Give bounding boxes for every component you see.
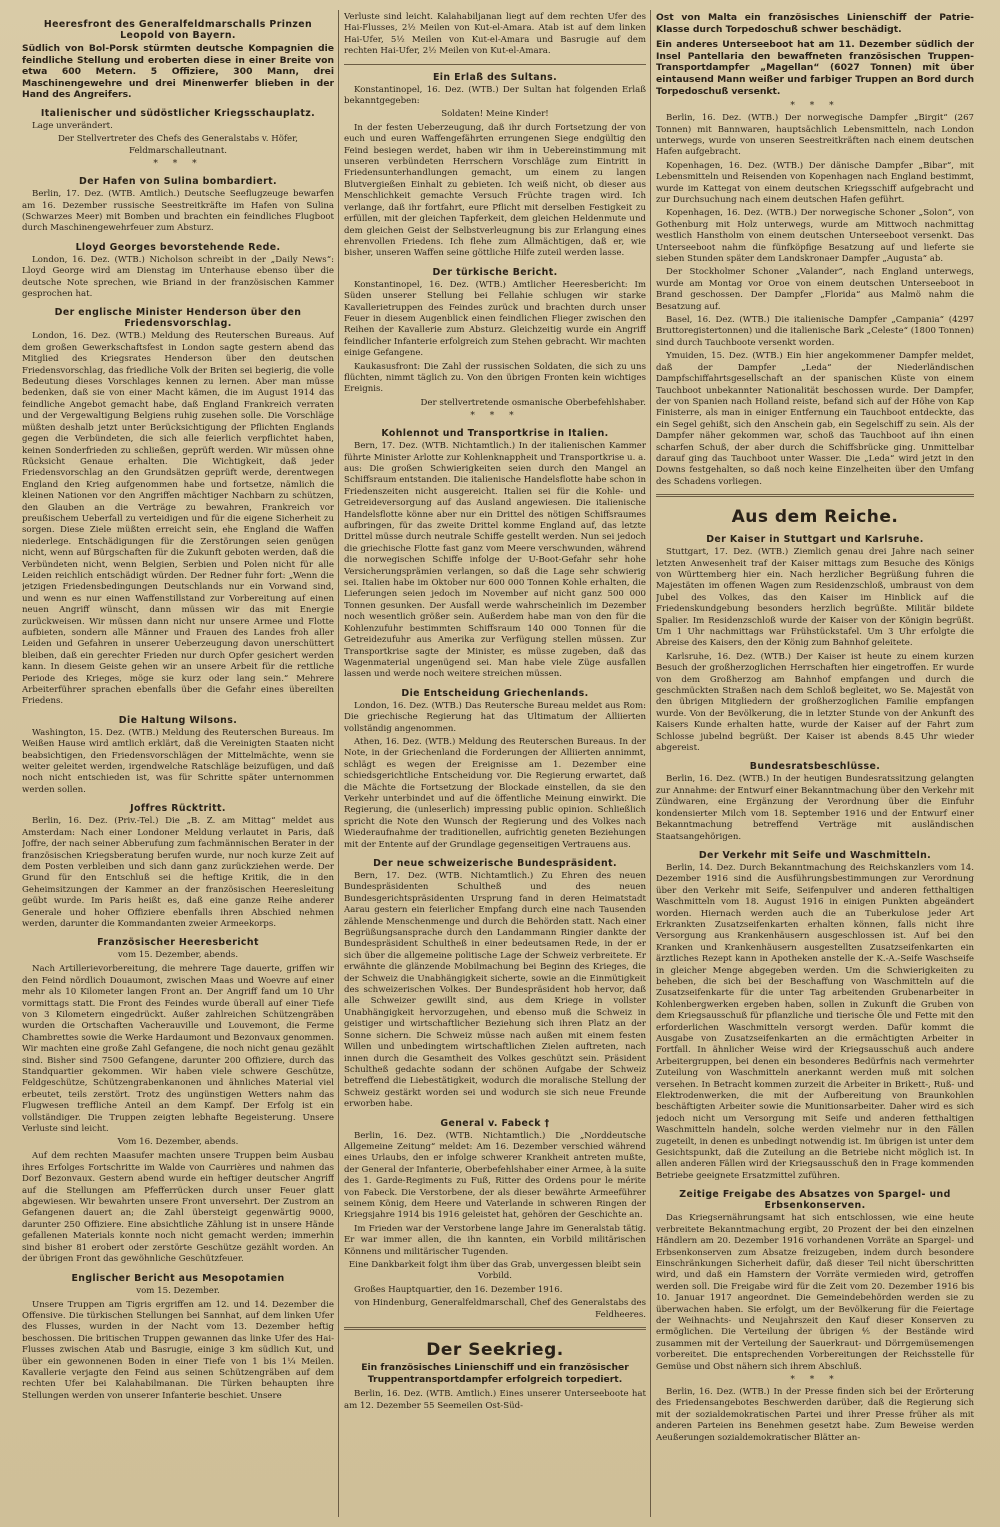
lead-heeresfront: Südlich von Bol-Porsk stürmten deutsche Kompagnien die feindliche Stellung und eroberten diese in einer Breite von etwa 600 Metern. 5 Offiziere, 300 Mann, drei Maschinengewehre und drei Minenwerfer blieben in der Hand des Angreifers. [22,43,334,101]
divider [656,494,974,497]
column-rule [338,10,339,1517]
separator: * * * [790,101,840,112]
heading-tuerk: Der türkische Bericht. [432,266,558,278]
paragraph: Bern, 17. Dez. (WTB. Nichtamtlich.) In der italienischen Kammer führte Minister Arlotte zur Kohlenknappheit und Transportkrise u. a. aus: Die großen Schwierigkeiten seien durch den Mangel an Schiffsraum entstanden. Die italienische Handelsflotte habe schon in Friedenszeiten nicht ausgereicht. Italien sei für die Kohle- und Getreideversorgung auf das Ausland angewiesen. Die italienische Handelsflotte könne aber nur ein Drittel des nötigen Schiffsraumes aufbringen, für das zweite Drittel komme England auf, das letzte Drittel müsse durch neutrale Schiffe gestellt werden. Nun sei jedoch die griechische Flotte fast ganz vom Meere verschwunden, während die norwegischen Schiffe infolge der U-Boot-Gefahr sehr hohe Versicherungsprämien verlangen, so daß die Lage sehr schwierig sei. Italien habe im Oktober nur 600 000 Tonnen Kohle erhalten, die Lieferungen seien jedoch im November auf nicht ganz 500 000 Tonnen gesunken. Der Ausfall werde wahrscheinlich im Dezember noch wesentlich größer sein. Außerdem habe man von den für die Kohlenzufuhr bestimmten Schiffsraum 140 000 Tonnen für die Getreidezufuhr aus Amerika zur Verfügung stellen müssen. Zur Transportkrise sagte der Minister, es müsse zugeben, daß das Wagenmaterial ungenügend sei. Man habe viele Züge ausfallen lassen und werde noch weitere streichen müssen. [344,441,646,680]
paragraph: Unsere Truppen am Tigris ergriffen am 12. und 14. Dezember die Offensive. Die türkischen Stellungen bei Sannhat, auf dem linken Ufer des Flusses, wurden in der Nacht vom 13. Dezember heftig beschossen. Die britischen Truppen gewannen das linke Ufer des Hai-Flusses zwischen Atab und Basrugie, einige 3 km südlich Kut, und über ein gewonnenen Boden in einer Tiefe von 1 bis 1¼ Meilen. Kavallerie verjagte den Feind aus seinen Schützengräben auf dem rechten Ufer bei Kalahabilmanan. Die Türken behaupten ihre Stellungen werden von unserer Infanterie beschiet. Unsere [22,1299,334,1401]
paragraph: Kopenhagen, 16. Dez. (WTB.) Der norwegische Schoner „Solon“, von Gothenburg mit Holz unterwegs, wurde am Mittwoch nachmittag westlich Hanstholm von einem deutschen Unterseeboot versenkt. Das Unterseeboot nahm die fünfköpfige Besatzung auf und lieferte sie sieben Stunden später dem Landskronaer Dampfer „Augusta“ ab. [656,208,974,265]
paragraph: Athen, 16. Dez. (WTB.) Meldung des Reuterschen Bureaus. In der Note, in der Griechenland die Forderungen der Alliierten annimmt, schlägt es wegen der Ereignisse am 1. Dezember eine schiedsgerichtliche Entscheidung vor. Die Regierung erwartet, daß die Mächte die Fortsetzung der Blockade einstellen, da sie den Verkehr unterbindet und auf die öffentliche Meinung einwirkt. Die Regierung, die (unleserlich) impressing public opinion. Schließlich spricht die Note den Wunsch der Regierung und des Volkes nach Wiederaufnahme der traditionellen, aufrichtig geneten Beziehungen mit der Entente auf der Grundlage gegenseitigen Vertrauens aus. [344,736,646,850]
paragraph: London, 16. Dez. (WTB.) Nicholson schreibt in der „Daily News“: Lloyd George wird am Dienstag im Unterhause ebenso über die deutsche Note sprechen, wie Briand in der französischen Kammer gesprochen hat. [22,254,334,300]
heading-kaiser: Der Kaiser in Stuttgart und Karlsruhe. [706,534,924,546]
paragraph: Der Stockholmer Schoner „Valander“, nach England unterwegs, wurde am Montag vor Oroe von einem deutschen Unterseeboot in Brand geschossen. Der Dampfer „Florida“ aus Malmö nahm die Besatzung auf. [656,267,974,312]
signature: Der stellvertretende osmanische Oberbefehlshaber. [420,397,646,408]
paragraph: Großes Hauptquartier, den 16. Dezember 1916. [354,1284,563,1295]
column-left [22,12,334,1517]
paragraph: Bern, 17. Dez. (WTB. Nichtamtlich.) Zu Ehren des neuen Bundespräsidenten Schultheß und des neuen Bundesgerichtspräsidenten Ursprung fand in deren Heimatstadt Aarau gestern ein feierlicher Empfang durch eine nach Tausenden zählende Menschenmenge und durch die Behörden statt. Nach einer Begrüßungsansprache durch den Landammann Ringier dankte der Bundespräsident Schultheß in einer bedeutsamen Rede, in der er sich über die allgemeine politische Lage der Schweiz verbreitete. Er erwähnte die glänzende Mobilmachung bei Beginn des Krieges, die der Schweiz die Unabhängigkeit sicherte, sowie an die Einmütigkeit des schweizerischen Volkes. Der Bundespräsident hob hervor, daß alle Schweizer gewillt sind, aus dem Kriege in vollster Unabhängigkeit hervorzugehen, und ebenso muß die Schweiz in geistiger und wirtschaftlicher Beziehung sich ihren Platz an der Sonne sichern. Die Schweiz müsse nach außen mit einem festen Willen und unbedingtem wirtschaftlichen Zielen auftreten, nach innen durch die Gesamtheit des Volkes geschützt sein. Präsident Schultheß gedachte sodann der schönen Aufgabe der Schweiz betreffend die Liebestätigkeit, wodurch die moralische Stellung der Schweiz gestärkt worden sei und wodurch sie sich neue Freunde erworben habe. [344,871,646,1110]
paragraph: Berlin, 16. Dez. (WTB. Nichtamtlich.) Die „Norddeutsche Allgemeine Zeitung“ meldet: Am 16. Dezember verschied während eines Urlaubs, den er infolge schwerer Krankheit antreten mußte, der General der Infanterie, Oberbefehlshaber einer Armee, à la suite des 1. Garde-Regiments zu Fuß, Ritter des Ordens pour le mérite von Fabeck. Die Verstorbene, der als dieser bewährte Armeeführer seinem König, dem Heere und Vaterlande in schweren Ringen der Kriegsjahre 1914 bis 1916 geleistet hat, gehören der Geschichte an. [344,1130,646,1221]
heading-griechenland: Die Entscheidung Griechenlands. [401,687,589,699]
heading-lloyd: Lloyd Georges bevorstehende Rede. [75,241,281,253]
paragraph: Karlsruhe, 16. Dez. (WTB.) Der Kaiser ist heute zu einem kurzen Besuch der großherzoglichen Herrschaften hier eingetroffen. Er wurde von dem Großherzog am Bahnhof empfangen und durch die geschmückten Straßen nach dem Schloß begleitet, wo Se. Majestät von den übrigen Mitgliedern der großherzoglichen Familie empfangen wurde. Von der Bevölkerung, die in letzter Stunde von der Ankunft des Kaisers Kunde erhalten hatte, wurde der Kaiser auf der Fahrt zum Schlosse jubelnd begrüßt. Der Kaiser ist abends 8.45 Uhr wieder abgereist. [656,651,974,754]
paragraph: London, 16. Dez. (WTB.) Das Reutersche Bureau meldet aus Rom: Die griechische Regierung hat das Ultimatum der Alliierten vollständig angenommen. [344,700,646,734]
lead-linienschiff: Ein französisches Linienschiff und ein französischer Truppentransportdampfer erfolgreich torpediert. [361,1362,629,1385]
paragraph: Eine Dankbarkeit folgt ihm über das Grab, unvergessen bleibt sein Vorbild. [348,1260,642,1282]
heading-italienisch: Italienischer und südöstlicher Kriegsschauplatz. [40,107,316,119]
paragraph: Im Frieden war der Verstorbene lange Jahre im Generalstab tätig. Er war immer allen, die ihn kannten, ein Vorbild militärischen Könnens und militärischer Tugenden. [344,1223,646,1257]
paragraph: Berlin, 16. Dez. (WTB.) In der Presse finden sich bei der Erörterung des Friedensangebotes Beschwerden darüber, daß die Regierung sich mit der sozialdemokratischen Partei und ihrer Presse früher als mit anderen Parteien ins Benehmen gesetzt habe. Zum Beweise werden Aeußerungen sozialdemokratischer Blätter an- [656,1386,974,1443]
divider [344,1327,646,1330]
paragraph: Nach Artillerievorbereitung, die mehrere Tage dauerte, griffen wir den Feind nördlich Douaumont, zwischen Maas und Woevre auf einer mehr als 10 Kilometer langen Front an. Der Angriff fand um 10 Uhr vormittags statt. Die Front des Feindes wurde überall auf einer Tiefe von 3 Kilometern eingedrückt. Außer zahlreichen Schützengräben wurden die Ortschaften Vacherauville und Louvemont, die Ferme Chambrettes sowie die Werke Hardaumont und Bezonvaux genommen. Wir machten eine große Zahl Gefangene, die noch nicht genau gezählt sind. Bisher sind 7500 Gefangene, darunter 200 Offiziere, durch das Standquartier gekommen. Wir haben viele schwere Geschütze, Feldgeschütze, Schützengrabenkanonen und ähnliches Material viel erbeutet, teils zerstört. Trotz des ungünstigen Wetters nahm das Flugwesen treffliche Anteil an dem Kampf. Der Erfolg ist ein vollständiger. Die Truppen zeigten lebhafte Begeisterung. Unsere Verluste sind leicht. [22,964,334,1135]
separator: * * * [153,159,203,170]
paragraph: Stuttgart, 17. Dez. (WTB.) Ziemlich genau drei Jahre nach seiner letzten Anwesenheit traf der Kaiser mittags zum Besuche des Königs von Württemberg hier ein. Nach herzlicher Begrüßung fuhren die Majestäten im offenen Wagen zum Residenzschloß, umbraust von dem Jubel des Volkes, das den Kaiser im Hinblick auf die Friedenskundgebung besonders herzlich begrüßte. Militär bildete Spalier. Im Residenzschloß wurde der Kaiser von der Königin begrüßt. Um 1 Uhr nachmittags war Frühstückstafel. Um 3 Uhr erfolgte die Abreise des Kaisers, den der König zum Bahnhof geleitete. [656,547,974,649]
paragraph: In der festen Ueberzeugung, daß ihr durch Fortsetzung der von euch und euren Waffengefährten errungenen Siege endgültig den Feind besiegen werdet, haben wir ihm in Uebereinstimmung mit unseren verbündeten Herrschern Vorschläge zum Eintritt in Friedensunterhandlungen gemacht, um einem zu langen Blutvergießen Einhalt zu gebieten. Ich weiß nicht, ob dieser aus Menschlichkeit gemachte Versuch Früchte tragen wird. Ich verlange, daß ihr fortfahrt, eure Pflicht mit derselben Festigkeit zu erfüllen, mit der gleichen Tapferkeit, dem gleichen Heldenmute und dem gleichen Geist der Selbstverleugnung bis zur Erlangung eines ehrenvollen Friedens. Ich flehe zum Allmächtigen, daß er, wie bisher, unseren Waffen seine göttliche Hilfe zuteil werden lasse. [344,122,646,259]
column-right [656,12,974,1517]
paragraph: Washington, 15. Dez. (WTB.) Meldung des Reuterschen Bureaus. Im Weißen Hause wird amtlich erklärt, daß die Vereinigten Staaten nicht beabsichtigen, den Friedensvorschlägen der Mittelmächte, wenn sie weiter geleitet werden, irgendwelche Ratschläge beizufügen, und daß noch nicht entschieden ist, was für Schritte später unternommen werden sollen. [22,727,334,795]
heading-aus-dem-reiche: Aus dem Reiche. [731,507,899,528]
heading-mesopotamien: Englischer Bericht aus Mesopotamien [71,1272,285,1284]
separator: * * * [470,411,520,422]
divider [344,64,646,65]
heading-frz-bericht: Französischer Heeresbericht [97,937,259,949]
salutation: Soldaten! Meine Kinder! [441,109,549,120]
heading-wilson: Die Haltung Wilsons. [118,714,238,726]
paragraph: Berlin, 17. Dez. (WTB. Amtlich.) Deutsche Seeflugzeuge bewarfen am 16. Dezember russische Seestreitkräfte im Hafen von Sulina (Schwarzes Meer) mit Bomben und brachten ein feindliches Flugboot durch Maschinengewehrfeuer zum Absturz. [22,189,334,234]
paragraph: Lage unverändert. [32,120,113,131]
signature: Der Stellvertreter des Chefs des Generalstabs v. Höfer, Feldmarschalleutnant. [57,134,299,156]
heading-spargel: Zeitige Freigabe des Absatzes von Spargel- und Erbsenkonserven. [679,1189,951,1212]
paragraph: Kaukasusfront: Die Zahl der russischen Soldaten, die sich zu uns flüchten, nimmt täglich zu. Von den übrigen Fronten kein wichtiges Ereignis. [344,361,646,395]
paragraph: Verluste sind leicht. Kalahabiljanan liegt auf dem rechten Ufer des Hai-Flusses, 2½ Meilen von Kut-el-Amara. Atab ist auf dem linken Hai-Ufer, 5½ Meilen von Kut-el-Amara und Basrugie auf dem rechten Hai-Ufer, 2½ Meilen von Kut-el-Amara. [344,12,646,57]
paragraph: Berlin, 16. Dez. (WTB. Amtlich.) Eines unserer Unterseeboote hat am 12. Dezember 55 Seemeilen Ost-Süd- [344,1389,646,1411]
heading-sultan: Ein Erlaß des Sultans. [432,71,558,83]
heading-bundesrat: Bundesratsbeschlüsse. [749,761,881,773]
heading-seekrieg: Der Seekrieg. [426,1340,564,1361]
separator: * * * [790,1374,840,1385]
heading-henderson: Der englische Minister Henderson über den Friedensvorschlag. [54,307,302,330]
paragraph: London, 16. Dez. (WTB.) Meldung des Reuterschen Bureaus. Auf dem großen Gewerkschaftsfest in London sagte gestern abend das Mitglied des Kriegsrates Henderson über den deutschen Friedensvorschlag, das friedliche Volk der Briten sei begierig, die volle Bedeutung dieses Vorschlages kennen zu lernen. Aber man müsse bedenken, daß sie von einer Macht kämen, die im August 1914 das feindliche Angebot gemacht habe, daß England Frankreich verraten und der Vergewaltigung Belgiens ruhig zusehen solle. Die Vorschläge müßten deshalb jetzt unter Berücksichtigung der Pflichten Englands gegen die Verbündeten, die sich alle feierlich verpflichtet haben, keinen Sonderfrieden zu schließen, geprüft werden. Wir müssen ohne Rücksicht Genaue erhalten. Die Wichtigkeit, daß jeder Friedensvorschlag an den Grundsätzen geprüft werde, derentwegen England den Krieg aufgenommen habe und fortsetze, nämlich die kleinen Nationen vor den Angriffen mächtiger Nachbarn zu schützen, den Glauben an die Verträge zu bewahren, Frankreich vor preußischem Ueberfall zu verteidigen und für die eigene Sicherheit zu sorgen. Diese Ziele müßten erreicht sein, ehe England die Waffen niederlege. Entschädigungen für die Zerstörungen seien genügen nicht, wenn auf Bürgschaften für die Zukunft geboten werden, daß die Verbündeten nicht, wenn Belgien, Serbien und Polen nicht für alle Leiden reichlich entschädigt würden. Der Redner fuhr fort: „Wenn die jetzigen Friedensbedingungen Deutschlands nur ein Vorwand sind, und wenn es nur einen Waffenstillstand zur Vorbereitung auf einen neuen Angriff wünscht, dann müssen wir das mit Energie zurückweisen. Wir müssen dann nicht nur unsere Armee und Flotte aufbieten, sondern alle Männer und Frauen des Landes froh aller Leiden und Gefahren in unserer Ueberzeugung davon unerschüttert bleiben, daß ein gerechter Frieden nur durch Opfer gesichert werden kann. In diesem Geiste gehen wir an unsere Arbeit für die rettliche Periode des Krieges, möge sie kurz oder lang sein.“ Mehrere Arbeiterführer sprachen ebenfalls über die Gefahr eines übereilten Friedens. [22,331,334,707]
subheading: vom 15. Dezember. [136,1285,220,1296]
signature: von Hindenburg, Generalfeldmarschall, Chef des Generalstabs des Feldheeres. [354,1298,646,1320]
heading-fabeck: General v. Fabeck † [440,1117,550,1129]
paragraph: Konstantinopel, 16. Dez. (WTB.) Der Sultan hat folgenden Erlaß bekanntgegeben: [344,84,646,107]
subheading: vom 15. Dezember, abends. [117,950,239,961]
paragraph: Auf dem rechten Maasufer machten unsere Truppen beim Ausbau ihres Erfolges Fortschritte im Walde von Caurrières und nahmen das Dorf Bezonvaux. Gestern abend wurde ein heftiger deutscher Angriff auf die Stellungen am Pfefferrücken durch unser Feuer glatt abgewiesen. Wir bewahrten unsere Front unversehrt. Der Zustrom an Gefangenen dauert an; die Zahl übersteigt gegenwärtig 9000, darunter 250 Offiziere. Eine absichtliche Zählung ist in unsere Hände gefallenen Materials konnte noch nicht gemacht werden; immerhin sind bisher 81 erobert oder zerstörte Geschütze gezählt worden. An der übrigen Front das gewöhnliche Geschützfeuer. [22,1151,334,1265]
paragraph: Das Kriegsernährungsamt hat sich entschlossen, wie eine heute verbreitete Bekanntmachung ergibt, 20 Prozent der bei den einzelnen Händlern am 20. Dezember 1916 vorhandenen Vorräte an Spargel- und Erbsenkonserven zum Absatze freizugeben, indem durch besondere Einschränkungen Sicherheit dafür, daß dieser Teil nicht überschritten wird, und daß ein Hamstern der Vorräte vermieden wird, getroffen werden soll. Die Freigabe wird für die Zeit vom 20. Dezember 1916 bis 10. Januar 1917 angeordnet. Die Gemeindebehörden werden sie zu überwachen haben. Sie erfolgt, um der Bevölkerung für die Feiertage der Weihnachts- und Neujahrszeit den Kauf dieser Konserven zu ermöglichen. Die Verteilung der übrigen ⅘ der Bestände wird zusammen mit der Verteilung der Sauerkraut- und Dörrgemüsemengen vorbereitet. Die entsprechenden Vorbereitungen der Reichsstelle für Gemüse und Obst nähern sich ihrem Abschluß. [656,1213,974,1372]
heading-joffre: Joffres Rücktritt. [130,803,226,815]
paragraph: Berlin, 16. Dez. (WTB.) In der heutigen Bundesratssitzung gelangten zur Annahme: der Entwurf einer Bekanntmachung über den Verkehr mit Zündwaren, eine Ergänzung der Verordnung über die Einfuhr kondensierter Milch vom 18. September 1916 und der Entwurf einer Bekanntmachung betreffend Verträge mit ausländischen Staatsangehörigen. [656,774,974,842]
paragraph: Basel, 16. Dez. (WTB.) Die italienische Dampfer „Campania“ (4297 Bruttoregistertonnen) und die italienische Bark „Celeste“ (1800 Tonnen) sind durch Tauchboote versenkt worden. [656,315,974,348]
paragraph: Berlin, 16. Dez. (WTB.) Der norwegische Dampfer „Birgit“ (267 Tonnen) mit Bannwaren, hauptsächlich Lebensmitteln, nach London unterwegs, wurde von unseren Seestreitkräften nach einem deutschen Hafen aufgebracht. [656,113,974,158]
lead-malta: Ost von Malta ein französisches Linienschiff der Patrie-Klasse durch Torpedoschuß schwer beschädigt. [656,12,974,35]
paragraph: Berlin, 14. Dez. Durch Bekanntmachung des Reichskanzlers vom 14. Dezember 1916 sind die Ausführungsbestimmungen zur Verordnung über den Verkehr mit Seife, Seifenpulver und anderen fetthaltigen Waschmitteln vom 18. August 1916 in einigen Punkten abgeändert worden. Hiernach werden auch die an Tuberkulose jeder Art Erkrankten Zusatzseifenkarten erhalten können, falls nicht ihre Versorgung aus Krankenhäusern ausgeschlossen ist. Auf bei den Kranken und Krankenhäusern ausgestellten Zusatzseifenkarten ein ärztliches Rezept kann in Apotheken anstelle der K.-A.-Seife Waschseife in gleicher Menge abgegeben werden. Um die Schwierigkeiten zu beheben, die sich bei der Beschaffung von Waschmitteln auf die Zusatzseifenkarte für die unter Tag arbeitenden Grubenarbeiter in Kohlenbergwerken ergeben haben, sollen in Zukunft die Gruben von dem Kriegsausschuß für pflanzliche und tierische Öle und Fette mit den erforderlichen Waschmitteln versorgt werden. Dafür kommt die Ausgabe von Zusatzseifenkarten an die ermächtigten Arbeiter in Fortfall. In ähnlicher Weise wird der Kriegsausschuß auch andere Arbeitergruppen, bei denen ein besonderes Bedürfnis nach vermehrter Zuteilung von Waschmitteln anerkannt werden muß mit solchen versehen. In Betracht kommen zurzeit die Arbeiter in Brikett-, Ruß- und Elektrodenwerken, die mit der Aufbereitung von Braunkohlen beschäftigten Arbeiter sowie die Munitionsarbeiter. Daher wird es sich jedoch nicht um Versorgung mit Seife und anderen fetthaltigen Waschmitteln handeln, solche werden vielmehr nur in den Fällen zugeteilt, in denen es unbedingt notwendig ist. Im übrigen ist unter dem Gesichtspunkt, daß die Zuteilung an die Betriebe nicht möglich ist. In allen anderen Fällen wird der Kriegsausschuß den in Frage kommenden Betriebe geeignete Ersatzmittel zuführen. [656,862,974,1181]
heading-heeresfront: Heeresfront des Generalfeldmarschalls Prinzen Leopold von Bayern. [43,19,313,41]
paragraph: Berlin, 16. Dez. (Priv.-Tel.) Die „B. Z. am Mittag“ meldet aus Amsterdam: Nach einer Londoner Meldung verlautet in Paris, daß Joffre, der nach seiner Abberufung zum fachmännischen Berater in der französischen Kriegsberatung berufen wurde, nur noch kurze Zeit auf dem Posten verbleiben und sich dann ganz zurückziehen werde. Der Grund für den Entschluß sei die heftige Kritik, die in den Geheimsitzungen der Kammer an der französischen Heeresleitung geübt wurde. Im Paris heißt es, daß eine ganze Reihe anderer Generale und hoher Offiziere ebenfalls ihren Abschied nehmen werden, darunter die Kommandanten zweier Armeekorps. [22,816,334,929]
column-rule [650,10,651,1517]
heading-sulina: Der Hafen von Sulina bombardiert. [79,176,277,188]
paragraph: Konstantinopel, 16. Dez. (WTB.) Amtlicher Heeresbericht: Im Süden unserer Stellung bei Fellahie schlugen wir starke Kavallerietruppen des Feindes zurück und brachten durch unser Feuer in diesem Augenblick einen feindlichen Flieger zwischen den Reihen der Kavallerie zum Absturz. Gleichzeitig wurde ein Angriff feindlicher Infanterie erfolgreich zum Stehen gebracht. Wir machten einige Gefangene. [344,279,646,359]
subheading: Vom 16. Dezember, abends. [117,1137,239,1148]
heading-kohle: Kohlennot und Transportkrise in Italien. [381,428,609,440]
paragraph: Ymuiden, 15. Dez. (WTB.) Ein hier angekommener Dampfer meldet, daß der Dampfer „Leda“ der Niederländischen Dampfschiffahrtsgesellschaft an der spanischen Küste von einem Tauchboot unbekannter Nationalität beschossen wurde. Der Dampfer, der von Spanien nach Holland reiste, befand sich auf der Höhe von Kap Finisterre, als man in einiger Entfernung ein Tauchboot entdeckte, das ein Segel gehißt, sich den Anschein gab, ein Segelschiff zu sein. Als der Dampfer näher gekommen war, schoß das Tauchboot auf ihn einen scharfen Schuß, der aber durch die Schiffsbrücke ging. Unmittelbar darauf ging das Tauchboot unter Wasser. Die „Leda“ wird jetzt in den Downs festgehalten, so daß noch keine Einzelheiten über den Umfang des Schadens vorliegen. [656,351,974,487]
heading-seife: Der Verkehr mit Seife und Waschmitteln. [698,849,932,861]
paragraph: Kopenhagen, 16. Dez. (WTB.) Der dänische Dampfer „Bibar“, mit Lebensmitteln und Reisenden von Kopenhagen nach England bestimmt, wurde im Kattegat von einem deutschen Kriegsschiff aufgebracht und zur Durchsuchung nach einem deutschen Hafen geführt. [656,160,974,205]
column-middle [344,12,646,1517]
lead-magellan: Ein anderes Unterseeboot hat am 11. Dezember südlich der Insel Pantellaria den bewaffneten französischen Truppen-Transportdampfer „Magellan“ (6027 Tonnen) mit über eintausend Mann weißer und farbiger Truppen an Bord durch Torpedoschuß versenkt. [656,39,974,97]
heading-schweiz: Der neue schweizerische Bundespräsident. [373,858,617,869]
